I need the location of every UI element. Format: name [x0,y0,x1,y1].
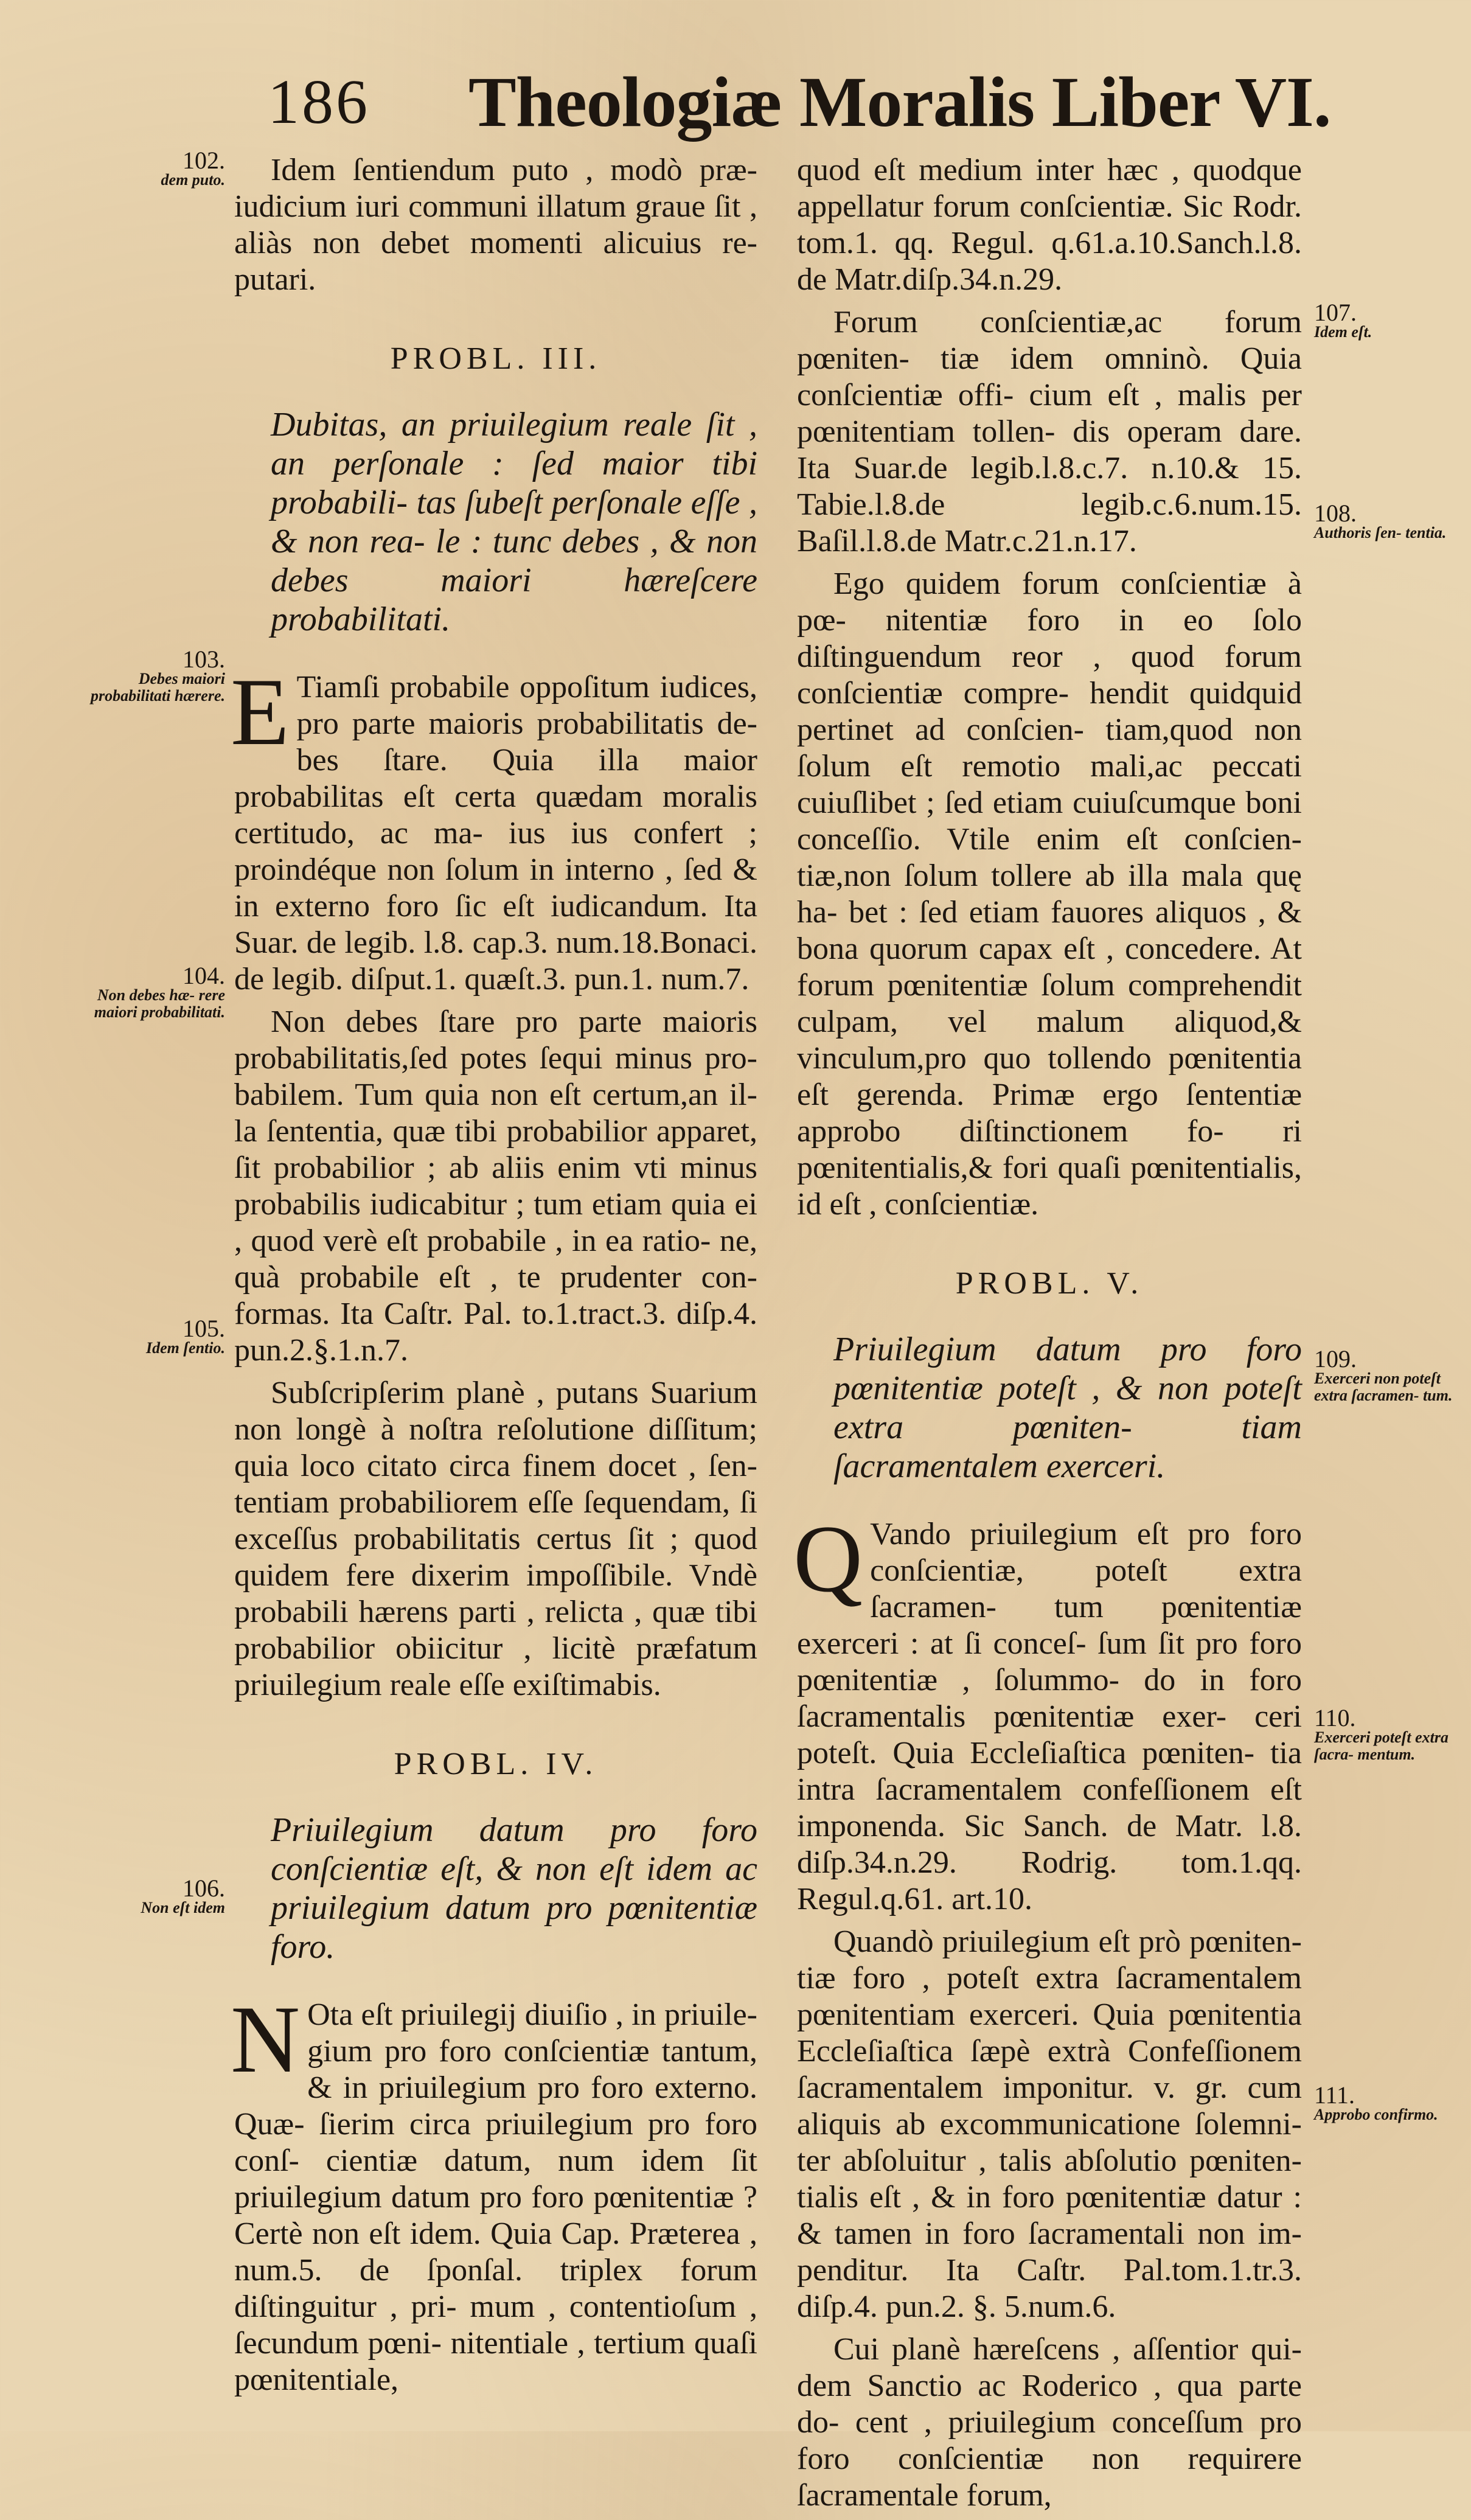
paragraph-106 [231,1986,757,2398]
margin-note-108 [1314,499,1447,541]
margin-note-number: 109. [1314,1345,1357,1373]
margin-note-110 [1314,1704,1460,1763]
paragraph-text: Vando priuilegium eſt pro foro conſcientiæ, poteſt extra ſacramen- tum pœnitentiæ exerceri : at ſi conceſ- ſum ſit pro foro pœnitentiæ , ſolummo- do in foro ſacramentalis pœnitentiæ exer- ceri poteſt. Quia Eccleſiaſtica pœniten- tia intra ſacramentalem confeſſionem eſt imponenda. Sic Sanch. de Matr. l.8. diſp.34.n.29. Rodrig. tom.1.qq. Regul.q.61. art.10. [797,1517,1302,1916]
margin-note-text: Non debes hæ- rere maiori probabilitati. [94,986,225,1021]
margin-note-104 [79,962,225,1021]
margin-note-105 [146,1315,225,1357]
problem-statement-5: Priuilegium datum pro foro pœnitentiæ poteſt , & non poteſt extra pœniten- tiam ſacramentalem exerceri. [833,1331,1302,1485]
paragraph-110: Quandò priuilegium eſt prò pœniten- tiæ foro , poteſt extra ſacramentalem pœnitentiam exerceri. Quia pœnitentia Eccleſiaſtica ſæpè extrà Confeſſionem ſacramentalem imponitur. v. gr. cum aliquis ab excommunicatione ſolemni- ter abſoluitur , talis abſolutio pœniten- tialis eſt , & in foro pœnitentiæ datur : & tamen in foro ſacramentali non im- penditur. Ita Caſtr. Pal.tom.1.tr.3. diſp.4. pun.2. §. 5.num.6. [797,1924,1302,2324]
paragraph-105: Subſcripſerim planè , putans Suarium non longè à noſtra reſolutione diſſitum; quia loco citato circa finem docet , ſen- tentiam probabiliorem eſſe ſequendam, ſi exceſſus probabilitatis certus ſit ; quod quidem fere dixerim impoſſibile. Vndè probabili hærens parti , relicta , quæ tibi probabilior obiicitur , licitè præfatum priuilegium reale eſſe exiſtimabis. [234,1376,757,1702]
margin-note-text: dem puto. [161,171,225,189]
margin-note-text: Idem ſentio. [146,1339,225,1357]
problem-heading-3: PROBL. III. [390,341,602,376]
margin-note-text: Exerceri poteſt extra ſacra- mentum. [1314,1728,1448,1763]
margin-note-number: 104. [183,962,225,989]
margin-note-106 [141,1874,225,1916]
margin-note-number: 103. [183,646,225,673]
problem-statement-4: Priuilegium datum pro foro conſcientiæ eſt, & non eſt idem ac priuilegium datum pro pœnitentiæ foro. [271,1811,757,1966]
page-header [268,62,1331,145]
margin-note-number: 102. [183,147,225,174]
margin-note-103 [79,646,225,705]
paragraph-103 [231,659,757,998]
paragraph-108: Ego quidem forum conſcientiæ à pœ- nitentiæ foro in eo ſolo diſtinguendum reor , quod forum conſcientiæ compre- hendit quidquid pertinet ad conſcien- tiam,quod non ſolum eſt remotio mali,ac peccati cuiuſlibet ; ſed etiam cuiuſcumque boni conceſſio. Vtile enim eſt conſcien- tiæ,non ſolum tollere ab illa mala quę ha- bet : ſed etiam fauores aliquos , & bona quorum capax eſt , concedere. At forum pœnitentiæ ſolum comprehendit culpam, vel malum aliquod,& vinculum,pro quo tollendo pœnitentia eſt gerenda. Primæ ergo ſententiæ approbo diſtinctionem fo- ri pœnitentialis,& fori quaſi pœnitentialis, id eſt , conſcientiæ. [797,566,1302,1222]
margin-note-number: 105. [183,1315,225,1342]
margin-note-number: 108. [1314,499,1357,527]
margin-note-text: Authoris ſen- tentia. [1314,524,1447,541]
paragraph-104: Non debes ſtare pro parte maioris probabilitatis,ſed potes ſequi minus pro- babilem. Tum quia non eſt certum,an il- la ſententia, quæ tibi probabilior apparet, ſit probabilior ; ab aliis enim vti minus probabilis iudicabitur ; tum etiam quia ei , quod verè eſt probabile , in ea ratio- ne, quà probabile eſt , te prudenter con- formas. Ita Caſtr. Pal. to.1.tract.3. diſp.4. pun.2.§.1.n.7. [234,1004,757,1368]
paragraph-111: Cui planè hæreſcens , aſſentior qui- dem Sanctio ac Roderico , qua parte do- cent , priuilegium conceſſum pro foro conſcientiæ non requirere ſacramentale forum, [797,2332,1302,2513]
paragraph-text: Ota eſt priuilegij diuiſio , in priuile- gium pro foro conſcientiæ tantum, & in priuilegium pro foro externo. Quæ- ſierim circa priuilegium pro foro conſ- cientiæ datum, num idem ſit priuilegium datum pro foro pœnitentiæ ? Certè non eſt idem. Quia Cap. Præterea , num.5. de ſponſal. triplex forum diſtinguitur , pri- mum , contentioſum , ſecundum pœni- nitentiale , tertium quaſi pœnitentiale, [234,1997,757,2397]
margin-note-number: 106. [183,1874,225,1902]
paragraph-109 [793,1506,1302,1918]
paragraph-106-continued: quod eſt medium inter hæc , quodque appellatur forum conſcientiæ. Sic Rodr. tom.1. qq. Regul. q.61.a.10.Sanch.l.8. de Matr.diſp.34.n.29. [797,153,1302,297]
paragraph-102: Idem ſentiendum puto , modò præ- iudicium iuri communi illatum graue ſit , aliàs non debet momenti alicuius re- putari. [234,153,757,297]
problem-statement-3: Dubitas, an priuilegium reale ſit , an perſonale : ſed maior tibi probabili- tas ſubeſt perſonale eſſe , & non rea- le : tunc debes , & non debes maiori hæreſcere probabilitati. [271,406,757,638]
left-margin-notes [79,0,225,2431]
margin-note-107 [1314,299,1372,341]
margin-note-number: 111. [1314,2081,1355,2109]
margin-note-text: Non eſt idem [141,1899,225,1916]
problem-heading-5: PROBL. V. [955,1266,1144,1301]
page-number: 186 [268,67,370,137]
margin-note-text: Exerceri non poteſt extra ſacramen- tum. [1314,1370,1453,1404]
margin-note-text: Approbo confirmo. [1314,2106,1438,2123]
paragraph-107: Forum conſcientiæ,ac forum pœniten- tiæ idem omninò. Quia conſcientiæ offi- cium eſt , malis per pœnitentiam tollen- dis operam dare. Ita Suar.de legib.l.8.c.7. n.10.& 15. Tabie.l.8.de legib.c.6.num.15. Baſil.l.8.de Matr.c.21.n.17. [797,305,1302,559]
left-column [231,152,757,2404]
drop-cap: E [231,659,290,765]
drop-cap: N [231,1986,301,2093]
margin-note-109 [1314,1345,1460,1404]
right-margin-notes [1314,0,1460,2431]
paragraph-text: Tiamſi probabile oppoſitum iudices, pro parte maioris probabilitatis de- bes ſtare. Quia illa maior probabilitas eſt certa quædam moralis certitudo, ac ma- ius ius confert ; proindéque non ſolum in interno , ſed & in externo foro ſic eſt iudicandum. Ita Suar. de legib. l.8. cap.3. num.18.Bonaci. de legib. diſput.1. quæſt.3. pun.1. num.7. [234,670,757,997]
margin-note-number: 110. [1314,1704,1356,1732]
margin-note-102 [161,147,225,189]
margin-note-text: Debes maiori probabilitati hærere. [90,670,225,705]
running-title: Theologiæ Moralis Liber VI. [468,62,1331,142]
right-column [793,152,1302,2520]
margin-note-111 [1314,2081,1438,2123]
margin-note-text: Idem eſt. [1314,323,1372,341]
drop-cap: Q [793,1506,863,1612]
problem-heading-4: PROBL. IV. [394,1747,598,1781]
margin-note-number: 107. [1314,299,1357,326]
